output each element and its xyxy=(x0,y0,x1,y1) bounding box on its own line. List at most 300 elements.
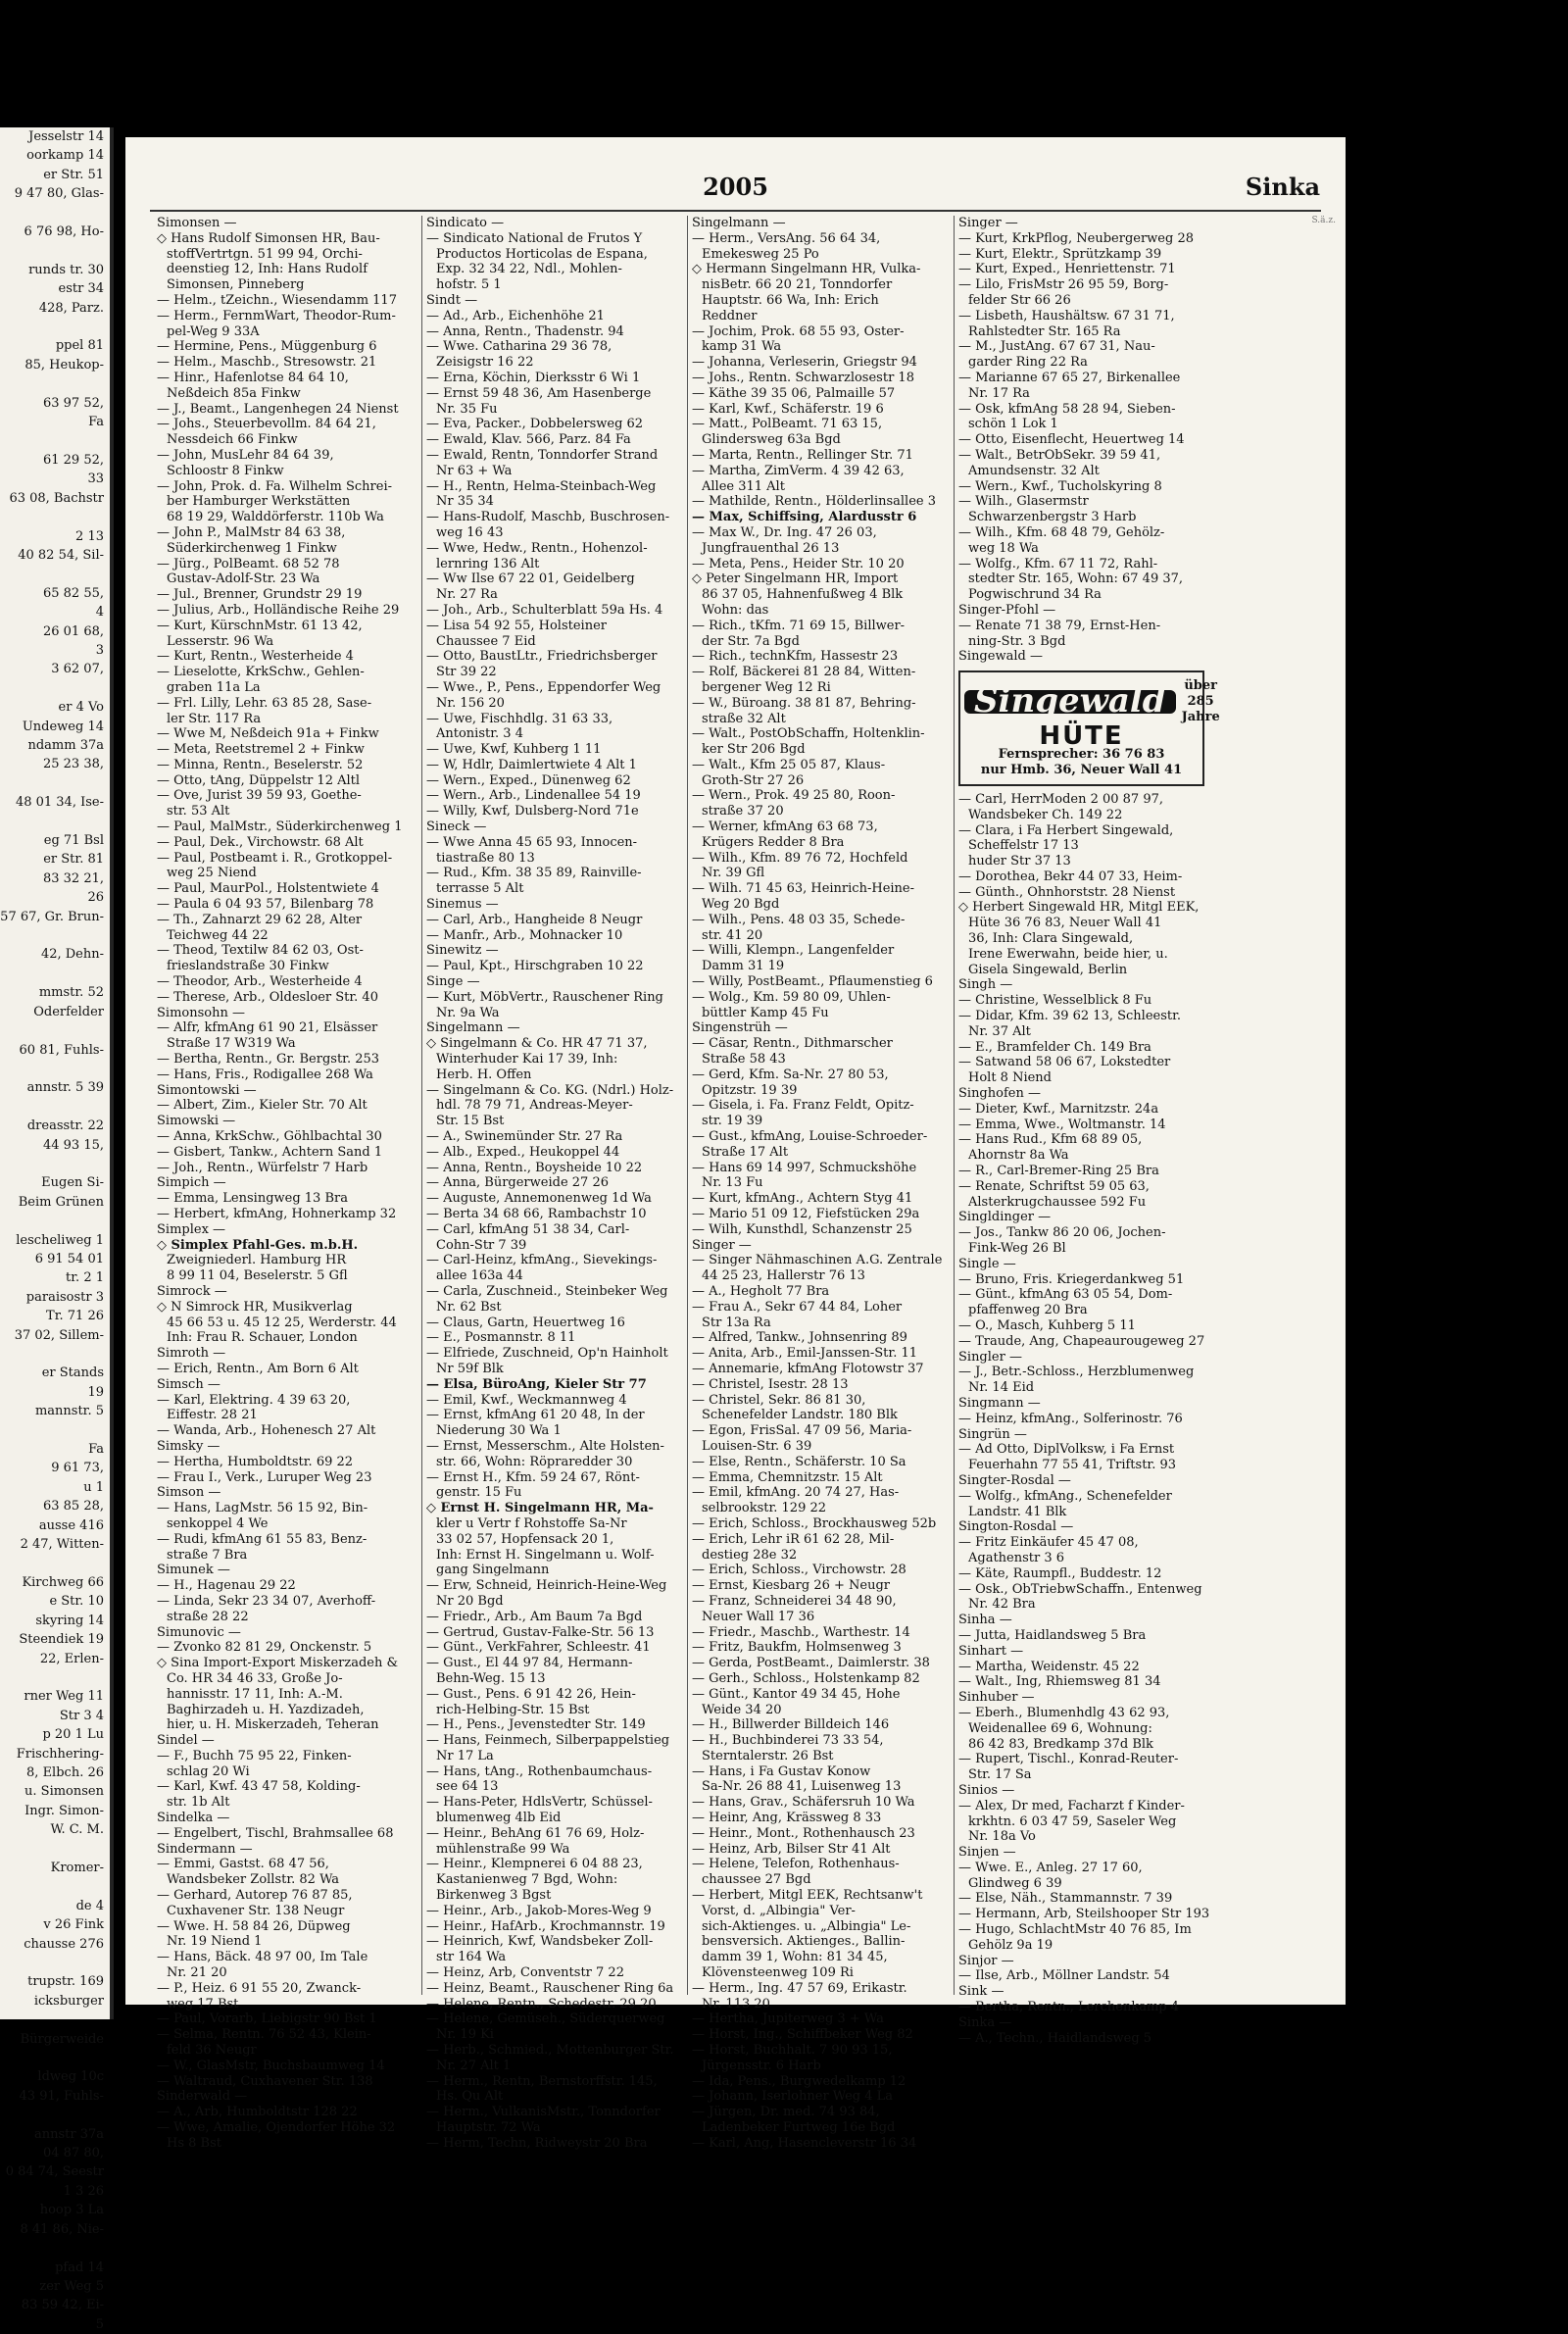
directory-entry-line: — Helene, Gemüseh., Süderquerweg xyxy=(426,2011,665,2027)
directory-entry-line: Wandsbeker Ch. 149 22 xyxy=(968,807,1123,822)
directory-entry-line: — Herm., FernmWart, Theodor-Rum- xyxy=(157,308,396,323)
directory-entry-line: blumenweg 4lb Eid xyxy=(436,1811,562,1826)
directory-entry-line: — Wilh., Kfm. 89 76 72, Hochfeld xyxy=(692,850,908,866)
directory-entry-line: — Traude, Ang, Chapeaurougeweg 27 xyxy=(958,1333,1205,1349)
directory-entry-line: Lesserstr. 96 Wa xyxy=(167,633,274,649)
directory-entry-line: — Gerhard, Autorep 76 87 85, xyxy=(157,1888,353,1904)
directory-entry-line: Sinjor — xyxy=(958,1953,1014,1968)
previous-page-line: ldweg 10c xyxy=(37,2069,104,2085)
directory-entry-line: — Ernst 59 48 36, Am Hasenberge xyxy=(426,385,652,401)
directory-entry-line: — Satwand 58 06 67, Lokstedter xyxy=(958,1055,1171,1070)
directory-entry-line: Sinjen — xyxy=(958,1845,1016,1861)
directory-entry-line: — Emma, Lensingweg 13 Bra xyxy=(157,1191,348,1207)
directory-entry-line: Cohn-Str 7 39 xyxy=(436,1237,527,1253)
directory-entry-line: Sinhart — xyxy=(958,1643,1024,1659)
directory-entry-line: — Meta, Pens., Heider Str. 10 20 xyxy=(692,556,905,571)
directory-entry-line: — M., JustAng. 67 67 31, Nau- xyxy=(958,339,1155,355)
previous-page-line xyxy=(0,1554,110,1572)
previous-page-line: 83 59 42, Ei- xyxy=(21,2298,104,2313)
previous-page-line: Eugen Si- xyxy=(41,1175,104,1191)
directory-entry-line: — Walt., PostObSchaffn, Holtenklin- xyxy=(692,726,925,742)
directory-entry-line: Schloostr 8 Finkw xyxy=(167,463,284,478)
directory-entry-line: — Bertha, Rentn., Gr. Bergstr. 253 xyxy=(157,1052,380,1068)
directory-entry-line: — Hinr., Hafenlotse 84 64 10, xyxy=(157,370,349,385)
directory-entry-line: — Albert, Zim., Kieler Str. 70 Alt xyxy=(157,1098,368,1114)
directory-entry-line: ning-Str. 3 Bgd xyxy=(968,633,1066,649)
directory-entry-line: — Fritz Einkäufer 45 47 08, xyxy=(958,1535,1139,1551)
previous-page-line: 57 67, Gr. Brun- xyxy=(0,909,104,924)
directory-entry-line: — Jos., Tankw 86 20 06, Jochen- xyxy=(958,1225,1166,1241)
directory-entry-line: Sinios — xyxy=(958,1782,1015,1798)
directory-entry-line: — Max W., Dr. Ing. 47 26 03, xyxy=(692,524,877,540)
directory-entry-line: — Emma, Wwe., Woltmanstr. 14 xyxy=(958,1117,1166,1132)
column-3 xyxy=(687,216,947,2151)
directory-entry-line: — H., Hagenau 29 22 xyxy=(157,1578,296,1594)
previous-page-line: 8, Elbch. 26 xyxy=(26,1764,104,1780)
directory-entry-line: Reddner xyxy=(702,308,758,323)
directory-entry-line: — Hans, LagMstr. 56 15 92, Bin- xyxy=(157,1501,368,1516)
directory-entry-line: 86 42 83, Bredkamp 37d Blk xyxy=(968,1736,1153,1752)
directory-entry-line: Ahornstr 8a Wa xyxy=(968,1148,1069,1164)
directory-entry-line: Nr. 18a Vo xyxy=(968,1829,1036,1845)
directory-entry-line: — Frau I., Verk., Luruper Weg 23 xyxy=(157,1469,372,1485)
directory-entry-line: Jungfrauenthal 26 13 xyxy=(702,540,840,556)
directory-entry-line: — Rich., tKfm. 71 69 15, Billwer- xyxy=(692,618,906,633)
directory-entry-line: rich-Helbing-Str. 15 Bst xyxy=(436,1702,590,1717)
column-4-entries-bottom xyxy=(958,792,1208,2047)
directory-entry-line: Singelmann — xyxy=(692,216,786,230)
directory-entry-line: — Wilh., Pens. 48 03 35, Schede- xyxy=(692,912,906,927)
directory-entry-line: — Otto, Eisenflecht, Heuertweg 14 xyxy=(958,432,1185,448)
directory-entry-line: — J., Betr.-Schloss., Herzblumenweg xyxy=(958,1365,1195,1380)
directory-entry-line: Nr 35 34 xyxy=(436,494,494,510)
directory-entry-line: Agathenstr 3 6 xyxy=(968,1550,1065,1565)
directory-entry-line: — Emil, Kwf., Weckmannweg 4 xyxy=(426,1392,627,1408)
directory-entry-line: hier, u. H. Miskerzadeh, Teheran xyxy=(167,1717,379,1733)
previous-page-line xyxy=(0,1021,110,1040)
directory-entry-line: — Joh., Rentn., Würfelstr 7 Harb xyxy=(157,1160,368,1175)
directory-entry-line: — Wwe, Hedw., Rentn., Hohenzol- xyxy=(426,540,648,556)
directory-entry-line: — Dieter, Kwf., Marnitzstr. 24a xyxy=(958,1101,1159,1117)
directory-entry-line: ◇ Singelmann & Co. HR 47 71 37, xyxy=(426,1036,648,1052)
directory-entry-line: — Zvonko 82 81 29, Onckenstr. 5 xyxy=(157,1640,372,1656)
directory-entry-line: — Jochim, Prok. 68 55 93, Oster- xyxy=(692,323,905,339)
directory-entry-line: — Gerda, PostBeamt., Daimlerstr. 38 xyxy=(692,1656,930,1671)
directory-entry-line: — Heinz, Arb, Bilser Str 41 Alt xyxy=(692,1841,891,1857)
directory-entry-line: hofstr. 5 1 xyxy=(436,277,502,293)
previous-page-line: Fa xyxy=(88,415,104,430)
directory-entry-line: — Carl, kfmAng 51 38 34, Carl- xyxy=(426,1221,630,1237)
directory-entry-line: — Hermine, Pens., Müggenburg 6 xyxy=(157,339,377,355)
directory-entry-line: senkoppel 4 We xyxy=(167,1515,269,1531)
directory-entry-line: Sindt — xyxy=(426,292,478,308)
column-4 xyxy=(954,216,1220,2046)
directory-entry-line: — Rudi, kfmAng 61 55 83, Benz- xyxy=(157,1531,368,1547)
directory-entry-line: büttler Kamp 45 Fu xyxy=(702,1005,829,1020)
previous-page-line xyxy=(0,965,110,983)
previous-page-line xyxy=(0,679,110,698)
directory-entry-line: feld 36 Neugr xyxy=(167,2043,257,2059)
directory-entry-line: Teichweg 44 22 xyxy=(167,927,269,943)
directory-entry-line: — Jürg., PolBeamt. 68 52 78 xyxy=(157,556,340,571)
header-rule xyxy=(150,210,1321,212)
directory-entry-line: weg 16 43 xyxy=(436,524,504,540)
directory-entry-line: Hüte 36 76 83, Neuer Wall 41 xyxy=(968,916,1162,931)
directory-entry-line: Fink-Weg 26 Bl xyxy=(968,1241,1066,1257)
directory-entry-line: — Ernst, kfmAng 61 20 48, In der xyxy=(426,1408,645,1423)
previous-page-line: 42, Dehn- xyxy=(40,947,104,963)
directory-entry-line: — Helene, Telefon, Rothenhaus- xyxy=(692,1857,900,1872)
directory-entry-line: — Wwe., P., Pens., Eppendorfer Weg xyxy=(426,679,662,695)
directory-entry-line: — Mathilde, Rentn., Hölderlinsallee 3 xyxy=(692,494,936,510)
previous-page-line: skyring 14 xyxy=(35,1613,104,1628)
directory-entry-line: — R., Carl-Bremer-Ring 25 Bra xyxy=(958,1164,1159,1179)
directory-entry-line: Ladenbeker Furtweg 16e Bgd xyxy=(702,2120,896,2136)
directory-entry-line: — Heinz, kfmAng., Solferinostr. 76 xyxy=(958,1411,1183,1426)
directory-entry-line: Sinka — xyxy=(958,2014,1012,2030)
directory-entry-line: — Friedr., Arb., Am Baum 7a Bgd xyxy=(426,1609,643,1624)
directory-entry-line: ◇ Herbert Singewald HR, Mitgl EEK, xyxy=(958,900,1200,916)
directory-entry-line: huder Str 37 13 xyxy=(968,854,1071,869)
previous-page-line: icksburger xyxy=(33,1993,104,2009)
directory-entry-line: Feuerhahn 77 55 41, Triftstr. 93 xyxy=(968,1458,1177,1473)
directory-entry-line: — Wwe. Catharina 29 36 78, xyxy=(426,339,612,355)
previous-page-line: Tr. 71 26 xyxy=(46,1309,104,1324)
directory-entry-line: — Hans, i Fa Gustav Konow xyxy=(692,1763,871,1779)
directory-entry-line: gang Singelmann xyxy=(436,1563,550,1578)
directory-entry-line: — Wolfg., Kfm. 67 11 72, Rahl- xyxy=(958,556,1158,571)
ad-top-row xyxy=(964,678,1220,725)
directory-entry-line: hannisstr. 17 11, Inh: A.-M. xyxy=(167,1686,343,1702)
directory-entry-line: — Gust., kfmAng, Louise-Schroeder- xyxy=(692,1129,928,1145)
previous-page-line: 65 82 55, xyxy=(42,585,104,601)
directory-entry-line: — Wern., Exped., Dünenweg 62 xyxy=(426,772,631,788)
previous-page-line xyxy=(0,926,110,945)
directory-entry-line: Neuer Wall 17 36 xyxy=(702,1609,815,1624)
directory-entry-line: str. 66, Wohn: Röpraredder 30 xyxy=(436,1454,633,1469)
directory-entry-line: Nr. 156 20 xyxy=(436,695,505,711)
directory-entry-line: stoffVertrtgn. 51 99 94, Orchi- xyxy=(167,246,363,262)
previous-page-line: zer Weg 5 xyxy=(39,2278,104,2294)
directory-entry-line: Nr. 19 Niend 1 xyxy=(167,1934,263,1950)
directory-entry-line: — Sindicato National de Frutos Y xyxy=(426,230,643,246)
directory-entry-line: — Hans, Grav., Schäfersruh 10 Wa xyxy=(692,1795,915,1811)
directory-entry-line: — Bertha, Rentn., Lerchenkamp 4 xyxy=(958,2000,1179,2015)
directory-entry-line: Co. HR 34 46 33, Große Jo- xyxy=(167,1670,343,1686)
directory-entry-line: — W, Hdlr, Daimlertwiete 4 Alt 1 xyxy=(426,757,637,772)
directory-entry-line: — Uwe, Kwf, Kuhberg 1 11 xyxy=(426,742,602,758)
directory-entry-line: — Alfred, Tankw., Johnsenring 89 xyxy=(692,1330,907,1346)
previous-page-line: Frischhering- xyxy=(16,1746,104,1762)
directory-entry-line: — Erw, Schneid, Heinrich-Heine-Weg xyxy=(426,1578,667,1594)
previous-page-line: hoop 3 La xyxy=(39,2203,104,2218)
directory-entry-line: Singh — xyxy=(958,977,1013,993)
directory-entry-line: — Therese, Arb., Oldesloer Str. 40 xyxy=(157,989,378,1005)
directory-entry-line: — Käte, Raumpfl., Buddestr. 12 xyxy=(958,1565,1162,1581)
directory-entry-line: — Herbert, kfmAng, Hohnerkamp 32 xyxy=(157,1207,397,1221)
directory-entry-line: 33 02 57, Hopfensack 20 1, xyxy=(436,1531,614,1547)
directory-entry-line: 44 25 23, Hallerstr 76 13 xyxy=(702,1268,865,1284)
directory-entry-line: Simowski — xyxy=(157,1114,236,1129)
directory-entry-line: — Friedr., Maschb., Warthestr. 14 xyxy=(692,1624,910,1640)
directory-entry-line: Sinewitz — xyxy=(426,943,499,959)
directory-entry-line: — Jul., Brenner, Grundstr 29 19 xyxy=(157,587,363,603)
directory-entry-line: — Otto, tAng, Düppelstr 12 Altl xyxy=(157,772,361,788)
previous-page-line: 19 xyxy=(87,1384,104,1400)
directory-entry-line: Singhofen — xyxy=(958,1086,1041,1102)
previous-page-line: 26 xyxy=(87,890,104,906)
directory-entry-line: — H., Buchbinderei 73 33 54, xyxy=(692,1733,884,1749)
directory-entry-line: — Lisbeth, Haushältsw. 67 31 71, xyxy=(958,308,1175,323)
directory-entry-line: Nr 59f Blk xyxy=(436,1361,504,1376)
directory-entry-line: Weide 34 20 xyxy=(702,1702,782,1717)
directory-entry-line: Singter-Rosdal — xyxy=(958,1472,1071,1488)
directory-entry-line: ◇ Peter Singelmann HR, Import xyxy=(692,571,899,587)
directory-entry-line: — Ww Ilse 67 22 01, Geidelberg xyxy=(426,571,635,587)
previous-page-line: trupstr. 169 xyxy=(27,1974,104,1990)
previous-page-line: 37 02, Sillem- xyxy=(14,1327,104,1343)
directory-entry-line: — Alex, Dr med, Facharzt f Kinder- xyxy=(958,1798,1185,1813)
directory-entry-line: — Theodor, Arb., Westerheide 4 xyxy=(157,974,363,990)
directory-entry-line: — Heinrich, Kwf, Wandsbeker Zoll- xyxy=(426,1934,654,1950)
previous-page-line: 0 84 74, Seestr xyxy=(5,2164,104,2180)
directory-entry-line: — Wwe. H. 58 84 26, Düpweg xyxy=(157,1918,351,1934)
previous-page-line: 61 29 52, xyxy=(42,452,104,468)
directory-entry-line: — Gerh., Schloss., Holstenkamp 82 xyxy=(692,1670,920,1686)
directory-entry-line: — Erich, Rentn., Am Born 6 Alt xyxy=(157,1361,359,1376)
directory-entry-line: — E., Bramfelder Ch. 149 Bra xyxy=(958,1039,1152,1055)
directory-entry-line: — Johann, Iserlohner Weg 4 La xyxy=(692,2089,894,2105)
previous-page-line: e Str. 10 xyxy=(49,1594,104,1610)
directory-entry-line: — Max, Schiffsing, Alardusstr 6 xyxy=(692,510,917,525)
directory-entry-line: Nr. 14 Eid xyxy=(968,1380,1035,1396)
directory-entry-line: weg 25 Niend xyxy=(167,866,257,881)
directory-entry-line: — Walt., Kfm 25 05 87, Klaus- xyxy=(692,757,886,772)
directory-entry-line: — Willy, Kwf, Dulsberg-Nord 71e xyxy=(426,804,639,819)
previous-page-line: ausse 416 xyxy=(38,1517,104,1533)
directory-entry-line: Straße 58 43 xyxy=(702,1052,786,1068)
directory-entry-line: — Walt., BetrObSekr. 39 59 41, xyxy=(958,447,1161,463)
previous-page-line xyxy=(0,1877,110,1896)
previous-page-line: lescheliweg 1 xyxy=(16,1232,104,1248)
directory-entry-line: Sineck — xyxy=(426,819,487,835)
directory-entry-line: selbrookstr. 129 22 xyxy=(702,1501,827,1516)
directory-entry-line: — Heinr., Arb., Jakob-Mores-Weg 9 xyxy=(426,1903,652,1918)
directory-entry-line: Chaussee 7 Eid xyxy=(436,633,536,649)
previous-page-line xyxy=(0,374,110,393)
ad-logo: Singewald xyxy=(964,690,1176,714)
directory-entry-line: Pogwischrund 34 Ra xyxy=(968,587,1102,603)
directory-entry-line: — A., Arb, Humboldtstr 128 22 xyxy=(157,2105,358,2120)
directory-entry-line: — Martha, Weidenstr. 45 22 xyxy=(958,1659,1140,1674)
directory-entry-line: Inh: Ernst H. Singelmann u. Wolf- xyxy=(436,1547,655,1563)
directory-entry-line: — W., Büroang. 38 81 87, Behring- xyxy=(692,695,916,711)
previous-page-line: pfad 14 xyxy=(55,2260,104,2275)
directory-entry-line: — Jutta, Haidlandsweg 5 Bra xyxy=(958,1627,1147,1643)
directory-entry-line: — Carl, HerrModen 2 00 87 97, xyxy=(958,791,1164,807)
directory-entry-line: — E., Posmannstr. 8 11 xyxy=(426,1330,576,1346)
directory-entry-line: — Wwe M, Neßdeich 91a + Finkw xyxy=(157,726,379,742)
directory-entry-line: — Hans-Peter, HdlsVertr, Schüssel- xyxy=(426,1795,653,1811)
directory-entry-line: Kastanienweg 7 Bgd, Wohn: xyxy=(436,1872,618,1888)
directory-entry-line: — Linda, Sekr 23 34 07, Averhoff- xyxy=(157,1593,376,1609)
directory-entry-line: kler u Vertr f Rohstoffe Sa-Nr xyxy=(436,1515,627,1531)
directory-entry-line: Neßdeich 85a Finkw xyxy=(167,385,301,401)
directory-entry-line: ◇ Hermann Singelmann HR, Vulka- xyxy=(692,262,921,277)
directory-entry-line: — Heinr., Klempnerei 6 04 88 23, xyxy=(426,1857,643,1872)
directory-entry-line: Nr. 21 20 xyxy=(167,1965,227,1981)
directory-entry-line: Productos Horticolas de Espana, xyxy=(436,246,648,262)
directory-entry-line: Hauptstr. 72 Wa xyxy=(436,2120,541,2136)
directory-entry-line: — Annemarie, kfmAng Flotowstr 37 xyxy=(692,1361,924,1376)
directory-entry-line: — Heinr., BehAng 61 76 69, Holz- xyxy=(426,1825,645,1841)
directory-entry-line: — Else, Rentn., Schäferstr. 10 Sa xyxy=(692,1454,906,1469)
directory-entry-line: hdl. 78 79 71, Andreas-Meyer- xyxy=(436,1098,633,1114)
directory-entry-line: — Cäsar, Rentn., Dithmarscher xyxy=(692,1036,893,1052)
directory-entry-line: stedter Str. 165, Wohn: 67 49 37, xyxy=(968,571,1184,587)
directory-entry-line: — Kurt, Elektr., Sprützkamp 39 xyxy=(958,246,1162,262)
directory-entry-line: Klövensteenweg 109 Ri xyxy=(702,1965,854,1981)
directory-entry-line: — H., Billwerder Billdeich 146 xyxy=(692,1717,890,1733)
directory-entry-line: — Willi, Klempn., Langenfelder xyxy=(692,943,895,959)
directory-entry-line: — Rich., technKfm, Hassestr 23 xyxy=(692,649,899,665)
previous-page-line xyxy=(0,508,110,526)
previous-page-line: 6 91 54 01 xyxy=(34,1251,104,1266)
directory-entry-line: Singldinger — xyxy=(958,1210,1052,1225)
directory-entry-line: — Gisbert, Tankw., Achtern Sand 1 xyxy=(157,1144,383,1160)
directory-entry-line: — Rolf, Bäckerei 81 28 84, Witten- xyxy=(692,665,916,680)
previous-page-line: rner Weg 11 xyxy=(24,1689,104,1705)
directory-entry-line: — Ad Otto, DiplVolksw, i Fa Ernst xyxy=(958,1442,1175,1458)
directory-entry-line: Weidenallee 69 6, Wohnung: xyxy=(968,1720,1152,1736)
directory-entry-line: Singenstrüh — xyxy=(692,1020,788,1036)
directory-entry-line: straße 28 22 xyxy=(167,1609,249,1624)
directory-entry-line: Inh: Frau R. Schauer, London xyxy=(167,1330,358,1346)
directory-entry-line: — Heinr, Ang, Krässweg 8 33 xyxy=(692,1811,882,1826)
directory-entry-line: sich-Aktienges. u. „Albingia" Le- xyxy=(702,1918,911,1934)
directory-entry-line: — Manfr., Arb., Mohnacker 10 xyxy=(426,927,623,943)
directory-entry-line: — Kurt, MöbVertr., Rauschener Ring xyxy=(426,989,663,1005)
directory-entry-line: Nr. 113 20 xyxy=(702,1996,770,2011)
ad-years: über 285 Jahre xyxy=(1181,678,1220,725)
directory-entry-line: Singewald — xyxy=(958,649,1043,665)
previous-page-line: Ingr. Simon- xyxy=(24,1803,104,1818)
previous-page-line xyxy=(0,2011,110,2029)
directory-entry-line: — Hans-Rudolf, Maschb, Buschrosen- xyxy=(426,510,670,525)
previous-page-line: Beim Grünen xyxy=(18,1194,104,1210)
previous-page-line xyxy=(0,1840,110,1859)
directory-entry-line: Sterntalerstr. 26 Bst xyxy=(702,1748,834,1763)
directory-entry-line: — Helm., Maschb., Stresowstr. 21 xyxy=(157,355,377,371)
directory-entry-line: — Hugo, SchlachtMstr 40 76 85, Im xyxy=(958,1922,1192,1938)
directory-entry-line: Gisela Singewald, Berlin xyxy=(968,962,1128,977)
previous-page-line xyxy=(0,2239,110,2258)
corner-mark: S.ä.z. xyxy=(1311,216,1336,225)
previous-page-line: 9 61 73, xyxy=(51,1461,104,1476)
directory-entry-line: — Hans, Bäck. 48 97 00, Im Tale xyxy=(157,1950,368,1965)
directory-entry-line: Nessdeich 66 Finkw xyxy=(167,432,298,448)
directory-entry-line: Rahlstedter Str. 165 Ra xyxy=(968,323,1121,339)
directory-entry-line: — Ernst, Kiesbarg 26 + Neugr xyxy=(692,1578,891,1594)
directory-entry-line: kamp 31 Wa xyxy=(702,339,782,355)
previous-page-line: Undeweg 14 xyxy=(22,719,104,734)
previous-page-line: er Stands xyxy=(41,1366,104,1381)
directory-entry-line: — Herm., Ing. 47 57 69, Erikastr. xyxy=(692,1980,907,1996)
directory-entry-line: — Paul, MaurPol., Holstentwiete 4 xyxy=(157,881,379,897)
column-4-entries-top xyxy=(958,216,1208,665)
directory-entry-line: — Kurt, KrkPflog, Neubergerweg 28 xyxy=(958,230,1194,246)
directory-entry-line: Simunek — xyxy=(157,1563,230,1578)
directory-entry-line: — Johanna, Verleserin, Griegstr 94 xyxy=(692,355,917,371)
directory-entry-line: — Marta, Rentn., Rellinger Str. 71 xyxy=(692,447,913,463)
directory-entry-line: — Werner, kfmAng 63 68 73, xyxy=(692,819,878,835)
previous-page-line xyxy=(0,432,110,451)
directory-entry-line: Damm 31 19 xyxy=(702,959,785,974)
directory-entry-line: — Carl-Heinz, kfmAng., Sievekings- xyxy=(426,1253,658,1268)
directory-entry-line: Nr 17 La xyxy=(436,1748,494,1763)
previous-page-line: Kromer- xyxy=(50,1860,104,1875)
previous-page-line: annstr 37a xyxy=(33,2126,104,2142)
directory-entry-line: bergener Weg 12 Ri xyxy=(702,679,831,695)
directory-entry-line: — Ewald, Rentn, Tonndorfer Strand xyxy=(426,447,659,463)
directory-entry-line: — Wilh., Kfm. 68 48 79, Gehölz- xyxy=(958,524,1165,540)
previous-page-line: 4 xyxy=(95,605,104,621)
directory-entry-line: — Hans, Feinmech, Silberpappelstieg xyxy=(426,1733,670,1749)
directory-entry-line: Nr 63 + Wa xyxy=(436,463,513,478)
previous-page-line xyxy=(0,813,110,831)
directory-entry-line: — Selma, Rentn. 76 52 43, Klein- xyxy=(157,2027,371,2043)
previous-page-line: u 1 xyxy=(83,1479,104,1495)
column-1 xyxy=(157,216,412,2151)
directory-entry-line: — J., Beamt., Langenhegen 24 Nienst xyxy=(157,401,399,417)
directory-entry-line: — Erich, Lehr iR 61 62 28, Mil- xyxy=(692,1531,895,1547)
directory-entry-line: — Renate, Schriftst 59 05 63, xyxy=(958,1178,1150,1194)
previous-page-line: tr. 2 1 xyxy=(66,1270,104,1286)
directory-entry-line: — A., Swinemünder Str. 27 Ra xyxy=(426,1129,623,1145)
directory-entry-line: — Meta, Reetstremel 2 + Finkw xyxy=(157,742,365,758)
column-2 xyxy=(421,216,681,2151)
directory-entry-line: der Str. 7a Bgd xyxy=(702,633,800,649)
directory-entry-line: — Rud., Kfm. 38 35 89, Rainville- xyxy=(426,866,642,881)
directory-entry-line: Niederung 30 Wa 1 xyxy=(436,1423,562,1439)
directory-entry-line: Sington-Rosdal — xyxy=(958,1519,1074,1535)
directory-entry-line: — Helm., tZeichn., Wiesendamm 117 xyxy=(157,292,397,308)
directory-entry-line: — Eberh., Blumenhdlg 43 62 93, xyxy=(958,1705,1170,1720)
directory-entry-line: Hs 8 Bst xyxy=(167,2135,221,2151)
directory-entry-line: — Wern., Kwf., Tucholskyring 8 xyxy=(958,478,1162,494)
previous-page-line: 26 01 68, xyxy=(42,623,104,639)
directory-entry-line: Scheffelstr 17 13 xyxy=(968,838,1079,854)
directory-entry-line: — Dorothea, Bekr 44 07 33, Heim- xyxy=(958,869,1183,884)
directory-entry-line: ◇ Hans Rudolf Simonsen HR, Bau- xyxy=(157,230,380,246)
directory-entry-line: — Eva, Packer., Dobbelersweg 62 xyxy=(426,417,644,432)
previous-page-line: Fa xyxy=(88,1442,104,1458)
directory-entry-line: Alsterkrugchaussee 592 Fu xyxy=(968,1194,1147,1210)
directory-entry-line: — Herm., VersAng. 56 64 34, xyxy=(692,230,881,246)
directory-entry-line: Nr 20 Bgd xyxy=(436,1593,504,1609)
directory-entry-line: allee 163a 44 xyxy=(436,1268,523,1284)
directory-entry-line: 86 37 05, Hahnenfußweg 4 Blk xyxy=(702,587,904,603)
directory-entry-line: — Herb., Schmied., Mottenburger Str. xyxy=(426,2043,674,2059)
directory-entry-line: graben 11a La xyxy=(167,679,261,695)
directory-entry-line: frieslandstraße 30 Finkw xyxy=(167,959,329,974)
directory-entry-line: — O., Masch, Kuhberg 5 11 xyxy=(958,1318,1136,1333)
directory-entry-line: Zweigniederl. Hamburg HR xyxy=(167,1253,347,1268)
directory-entry-line: — Kurt, Exped., Henriettenstr. 71 xyxy=(958,262,1176,277)
directory-entry-line: lernring 136 Alt xyxy=(436,556,540,571)
directory-entry-line: str. 53 Alt xyxy=(167,804,230,819)
previous-page-line: Kirchweg 66 xyxy=(22,1574,104,1590)
